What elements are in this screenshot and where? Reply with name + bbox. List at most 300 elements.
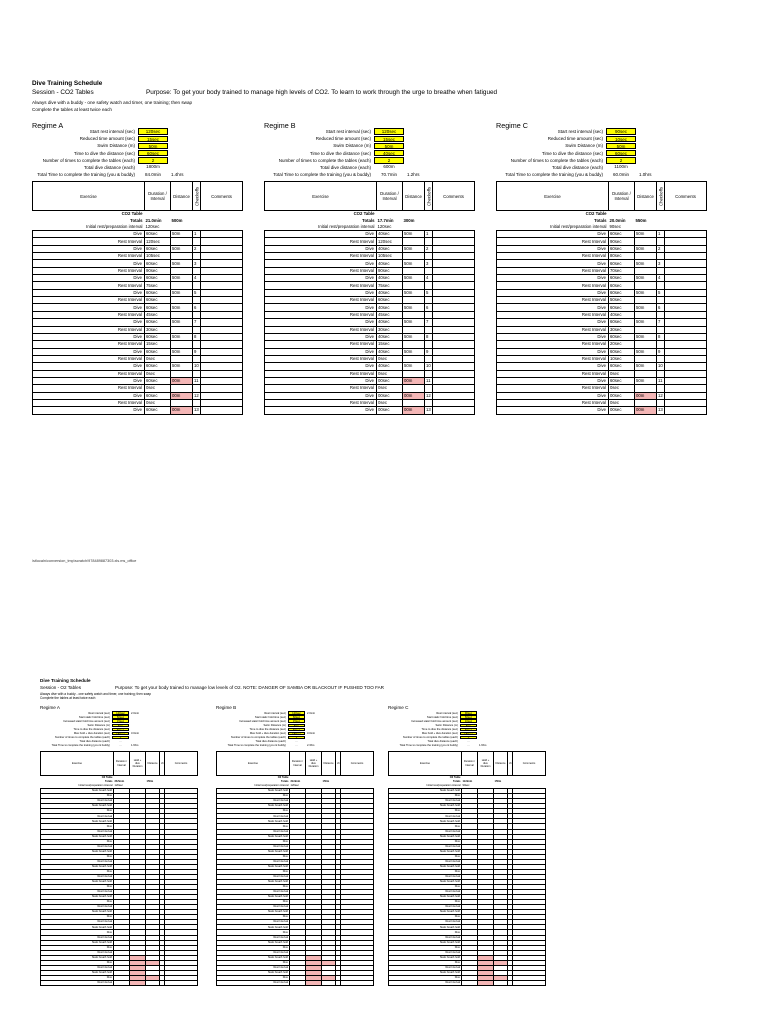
- checkoff-cell[interactable]: 11: [657, 377, 665, 384]
- exercise-cell: Rest Interval: [389, 980, 462, 985]
- comments-cell[interactable]: [433, 377, 475, 384]
- comments-cell[interactable]: [665, 275, 707, 282]
- param-label: Total Time to complete the training (you & buddy): [51, 744, 110, 748]
- param-value[interactable]: 2: [374, 157, 404, 163]
- o2-purpose-text: Purpose: To get your body trained to manage low levels of O2. NOTE: DANGER OF SAMBA OR BLACKOUT IF PUSHED TOO FAR: [115, 684, 385, 690]
- exercise-cell: Static breath hold: [217, 804, 290, 809]
- checkoff-cell[interactable]: 3: [425, 260, 433, 267]
- checkoff-cell[interactable]: [193, 399, 201, 406]
- comments-cell[interactable]: [201, 363, 243, 370]
- o2-doc-title: Dive Training Schedule: [40, 678, 91, 683]
- param-value: ...: [467, 744, 470, 747]
- checkoff-cell[interactable]: 3: [193, 260, 201, 267]
- comments-cell[interactable]: [665, 377, 707, 384]
- comments-cell[interactable]: [665, 407, 707, 414]
- param-value[interactable]: 50m: [460, 724, 477, 728]
- exercise-cell: Dive: [497, 392, 609, 399]
- checkoff-cell[interactable]: 10: [658, 363, 663, 369]
- param-value[interactable]: 2: [460, 736, 477, 740]
- distance-cell: 50m: [171, 348, 193, 355]
- comments-cell[interactable]: [665, 326, 707, 333]
- blank-cell: [665, 211, 707, 218]
- checkoff-cell[interactable]: [657, 297, 665, 304]
- distance-cell: 50m: [635, 275, 657, 282]
- checkoff-cell[interactable]: [425, 385, 433, 392]
- comments-cell[interactable]: [665, 333, 707, 340]
- checkoff-cell[interactable]: [657, 341, 665, 348]
- param-value[interactable]: 180sec: [288, 732, 305, 736]
- checkoff-cell[interactable]: [657, 370, 665, 377]
- checkoff-cell[interactable]: 11: [193, 377, 201, 384]
- checkoff-cell[interactable]: 12: [658, 392, 663, 398]
- param-value[interactable]: 2: [112, 736, 129, 740]
- checkoff-cell[interactable]: 5: [657, 289, 665, 296]
- comments-cell[interactable]: [433, 341, 475, 348]
- param-label: Swim Distance (m): [333, 143, 371, 149]
- checkoff-cell[interactable]: [193, 370, 201, 377]
- checkoff-cell[interactable]: [425, 267, 433, 274]
- checkoff-cell[interactable]: [193, 341, 201, 348]
- exercise-cell: Dive: [41, 930, 114, 935]
- comments-cell[interactable]: [665, 311, 707, 318]
- comments-cell[interactable]: [433, 392, 475, 399]
- exercise-cell: Rest Interval: [497, 297, 609, 304]
- param-row: [32, 142, 184, 149]
- comments-cell[interactable]: [665, 363, 707, 370]
- param-row: [496, 135, 652, 142]
- duration-cell: 60sec: [609, 348, 635, 355]
- param-value[interactable]: 50m: [138, 143, 168, 149]
- param-value[interactable]: 50m: [374, 143, 404, 149]
- comments-cell[interactable]: [433, 238, 475, 245]
- comments-cell[interactable]: [665, 304, 707, 311]
- comments-cell[interactable]: [201, 260, 243, 267]
- param-value[interactable]: 120sec: [374, 128, 404, 134]
- exercise-cell: Rest Interval: [265, 297, 377, 304]
- comments-cell[interactable]: [201, 319, 243, 326]
- comments-cell[interactable]: [433, 267, 475, 274]
- table-row: [265, 260, 475, 267]
- param-row: [264, 157, 420, 164]
- param-value[interactable]: 120sec: [112, 711, 129, 715]
- comments-cell[interactable]: [433, 260, 475, 267]
- distance-cell: [403, 355, 425, 362]
- param-value[interactable]: 60sec: [460, 728, 477, 732]
- param-value[interactable]: 60sec: [112, 715, 129, 719]
- table-row: [33, 289, 243, 296]
- comments-cell[interactable]: [433, 304, 475, 311]
- comments-cell[interactable]: [341, 980, 374, 985]
- comments-cell[interactable]: [433, 231, 475, 238]
- param-value[interactable]: 2: [606, 157, 636, 163]
- comments-cell[interactable]: [665, 399, 707, 406]
- duration-cell: 60sec: [609, 260, 635, 267]
- checkoff-cell[interactable]: 12: [194, 392, 199, 398]
- checkoff-cell[interactable]: [193, 326, 201, 333]
- param-value[interactable]: 180sec: [460, 732, 477, 736]
- exercise-cell: Dive: [217, 900, 290, 905]
- checkoff-cell[interactable]: 12: [426, 392, 431, 398]
- exercise-cell: Rest Interval: [217, 799, 290, 804]
- comments-cell[interactable]: [201, 289, 243, 296]
- distance-cell: [635, 282, 657, 289]
- comments-cell[interactable]: [665, 282, 707, 289]
- exercise-cell: Static breath hold: [389, 834, 462, 839]
- checkoff-cell[interactable]: [657, 311, 665, 318]
- checkoff-cell[interactable]: 13: [194, 407, 199, 413]
- distance-cell: [635, 385, 657, 392]
- param-extra: 2.0min: [131, 711, 140, 715]
- param-value[interactable]: 60sec: [288, 728, 305, 732]
- checkoff-cell[interactable]: 9: [425, 348, 433, 355]
- distance-cell: [635, 326, 657, 333]
- comments-cell[interactable]: [201, 267, 243, 274]
- checkoff-cell[interactable]: [193, 311, 201, 318]
- param-value[interactable]: 120sec: [288, 711, 305, 715]
- exercise-cell: Static breath hold: [217, 895, 290, 900]
- checkoff-cell[interactable]: [425, 355, 433, 362]
- exercise-cell: Rest Interval: [41, 920, 114, 925]
- exercise-cell: Rest Interval: [33, 267, 145, 274]
- checkoff-cell[interactable]: [657, 267, 665, 274]
- col-header-exercise: Exercise: [497, 182, 609, 211]
- comments-cell[interactable]: [201, 377, 243, 384]
- param-value: ...: [295, 744, 298, 747]
- table-row: [389, 980, 546, 985]
- comments-cell[interactable]: [201, 253, 243, 260]
- table-row: [265, 377, 475, 384]
- param-value[interactable]: 60sec: [288, 715, 305, 719]
- comments-cell[interactable]: [433, 348, 475, 355]
- param-value[interactable]: 10sec: [460, 719, 477, 723]
- exercise-cell: Rest Interval: [265, 326, 377, 333]
- duration-cell: 0sec: [145, 399, 171, 406]
- comments-cell[interactable]: [665, 297, 707, 304]
- exercise-cell: Dive: [497, 289, 609, 296]
- comments-cell[interactable]: [665, 370, 707, 377]
- table-row: [33, 363, 243, 370]
- exercise-cell: Rest Interval: [33, 385, 145, 392]
- param-row: [496, 142, 652, 149]
- exercise-cell: Static breath hold: [41, 819, 114, 824]
- checkoff-cell[interactable]: [193, 297, 201, 304]
- checkoff-cell[interactable]: [657, 326, 665, 333]
- checkoff-cell[interactable]: [657, 253, 665, 260]
- checkoff-cell[interactable]: 6: [193, 304, 201, 311]
- table-row: [497, 341, 707, 348]
- table-row: [265, 392, 475, 399]
- table-row: [265, 319, 475, 326]
- param-value[interactable]: 15sec: [374, 136, 404, 142]
- distance-cell: [635, 341, 657, 348]
- checkoff-cell[interactable]: 10: [194, 363, 199, 369]
- checkoff-cell[interactable]: 4: [425, 275, 433, 282]
- exercise-cell: Rest Interval: [389, 799, 462, 804]
- comments-cell[interactable]: [433, 326, 475, 333]
- table-row: [265, 304, 475, 311]
- checkoff-cell[interactable]: 6: [425, 304, 433, 311]
- table-row: [497, 289, 707, 296]
- checkoff-cell[interactable]: [425, 326, 433, 333]
- param-label: Reduced time amount (sec): [79, 136, 135, 142]
- checkoff-cell[interactable]: [657, 399, 665, 406]
- col-header-checkoffs: Checkoffs: [425, 182, 433, 211]
- param-value[interactable]: 10sec: [606, 136, 636, 142]
- comments-cell[interactable]: [665, 238, 707, 245]
- distance-cell: [403, 341, 425, 348]
- param-row: [388, 744, 486, 748]
- checkoff-cell[interactable]: 6: [657, 304, 665, 311]
- comments-cell[interactable]: [433, 407, 475, 414]
- comments-cell[interactable]: [433, 245, 475, 252]
- param-value[interactable]: 60sec: [138, 150, 168, 156]
- exercise-cell: Rest Interval: [217, 980, 290, 985]
- comments-cell[interactable]: [201, 333, 243, 340]
- param-value[interactable]: 50m: [288, 724, 305, 728]
- totals-duration: 21.0min: [145, 217, 162, 223]
- distance-cell: [171, 385, 193, 392]
- checkoff-cell[interactable]: [193, 238, 201, 245]
- checkoff-cell[interactable]: [425, 297, 433, 304]
- param-value[interactable]: 90sec: [460, 711, 477, 715]
- param-label: Increased static hold time amount (sec): [63, 719, 110, 723]
- exercise-cell: Dive: [497, 363, 609, 370]
- schedule-table: [264, 181, 475, 415]
- param-value[interactable]: 2: [138, 157, 168, 163]
- exercise-cell: Rest Interval: [41, 890, 114, 895]
- blank-cell: [609, 211, 635, 218]
- o2-regime-title: Regime C: [388, 705, 409, 710]
- duration-cell: 0sec: [609, 399, 635, 406]
- comments-cell[interactable]: [433, 399, 475, 406]
- duration-cell: 120sec: [377, 238, 403, 245]
- param-row: [496, 164, 652, 171]
- checkoff-cell[interactable]: 2: [425, 245, 433, 252]
- comments-cell[interactable]: [201, 238, 243, 245]
- comments-cell[interactable]: [665, 245, 707, 252]
- checkoff-cell[interactable]: 8: [193, 333, 201, 340]
- comments-cell[interactable]: [433, 385, 475, 392]
- checkoff-cell[interactable]: [657, 282, 665, 289]
- table-row: [265, 253, 475, 260]
- comments-cell[interactable]: [201, 282, 243, 289]
- hold-cell: [130, 980, 146, 985]
- exercise-cell: Dive: [41, 794, 114, 799]
- comments-cell[interactable]: [433, 275, 475, 282]
- exercise-cell: Dive: [217, 854, 290, 859]
- exercise-cell: Dive: [389, 930, 462, 935]
- comments-cell[interactable]: [665, 355, 707, 362]
- checkoff-cell[interactable]: 8: [425, 333, 433, 340]
- checkoff-cell[interactable]: 4: [657, 275, 665, 282]
- exercise-cell: Dive: [497, 333, 609, 340]
- checkoff-cell[interactable]: 5: [425, 289, 433, 296]
- comments-cell[interactable]: [201, 231, 243, 238]
- comments-cell[interactable]: [201, 297, 243, 304]
- comments-cell[interactable]: [201, 304, 243, 311]
- checkoff-cell[interactable]: 9: [657, 348, 665, 355]
- param-label: Total Time to complete the training (you & buddy): [227, 744, 286, 748]
- comments-cell[interactable]: [433, 289, 475, 296]
- exercise-cell: Rest Interval: [389, 844, 462, 849]
- checkoff-cell[interactable]: 13: [658, 407, 663, 413]
- checkoff-cell[interactable]: [193, 355, 201, 362]
- col-header-comments: Comments: [513, 752, 546, 776]
- param-value[interactable]: 15sec: [112, 719, 129, 723]
- param-row: [496, 150, 652, 157]
- comments-cell[interactable]: [201, 392, 243, 399]
- totals-label: Totals: [105, 780, 113, 784]
- param-value[interactable]: 60sec: [606, 150, 636, 156]
- exercise-cell: Rest Interval: [217, 920, 290, 925]
- comments-cell[interactable]: [201, 355, 243, 362]
- param-value[interactable]: 40sec: [374, 150, 404, 156]
- exercise-cell: Dive: [389, 975, 462, 980]
- comments-cell[interactable]: [665, 267, 707, 274]
- checkoff-cell[interactable]: [425, 253, 433, 260]
- col-header-exercise: Exercise: [217, 752, 290, 776]
- checkoff-cell[interactable]: 1: [193, 231, 201, 238]
- comments-cell[interactable]: [201, 399, 243, 406]
- exercise-cell: Rest Interval: [33, 399, 145, 406]
- comments-cell[interactable]: [513, 980, 546, 985]
- comments-cell[interactable]: [665, 253, 707, 260]
- param-value[interactable]: 50m: [112, 724, 129, 728]
- totals-label: Totals: [281, 780, 289, 784]
- duration-cell: 0sec: [609, 385, 635, 392]
- exercise-cell: Rest Interval: [497, 282, 609, 289]
- checkoff-cell[interactable]: 13: [426, 407, 431, 413]
- param-value[interactable]: 60sec: [460, 715, 477, 719]
- table-row: [33, 392, 243, 399]
- checkoff-cell[interactable]: 7: [657, 319, 665, 326]
- comments-cell[interactable]: [433, 311, 475, 318]
- duration-cell: 75sec: [145, 282, 171, 289]
- param-row: [32, 135, 184, 142]
- duration-cell: 105sec: [377, 253, 403, 260]
- checkoff-cell[interactable]: [425, 370, 433, 377]
- comments-cell[interactable]: [201, 326, 243, 333]
- distance-cell: [171, 341, 193, 348]
- table-row: [33, 260, 243, 267]
- checkoff-cell[interactable]: [193, 253, 201, 260]
- checkoff-cell[interactable]: [657, 355, 665, 362]
- checkoff-cell[interactable]: 1: [657, 231, 665, 238]
- col-header-distance: Distance: [171, 182, 193, 211]
- comments-cell[interactable]: [201, 341, 243, 348]
- checkoff-cell[interactable]: [425, 238, 433, 245]
- schedule-table: [496, 181, 707, 415]
- comments-cell[interactable]: [201, 407, 243, 414]
- checkoff-cell[interactable]: [425, 311, 433, 318]
- checkoff-cell[interactable]: [657, 385, 665, 392]
- comments-cell[interactable]: [433, 355, 475, 362]
- checkoff-cell[interactable]: 8: [657, 333, 665, 340]
- comments-cell[interactable]: [165, 980, 198, 985]
- comments-cell[interactable]: [433, 282, 475, 289]
- comments-cell[interactable]: [433, 319, 475, 326]
- comments-cell[interactable]: [433, 297, 475, 304]
- comments-cell[interactable]: [201, 275, 243, 282]
- comments-cell[interactable]: [201, 245, 243, 252]
- distance-cell: [146, 980, 160, 985]
- checkoff-cell[interactable]: [193, 267, 201, 274]
- comments-cell[interactable]: [665, 260, 707, 267]
- param-value[interactable]: 50m: [606, 143, 636, 149]
- comments-cell[interactable]: [433, 333, 475, 340]
- duration-cell: 0sec: [377, 385, 403, 392]
- comments-cell[interactable]: [201, 311, 243, 318]
- col-header-distance: Distance: [494, 752, 508, 776]
- checkoff-cell[interactable]: 4: [193, 275, 201, 282]
- comments-cell[interactable]: [665, 392, 707, 399]
- comments-cell[interactable]: [665, 231, 707, 238]
- comments-cell[interactable]: [433, 370, 475, 377]
- o2-regime-params: [216, 711, 315, 748]
- checkoff-cell[interactable]: 2: [657, 245, 665, 252]
- comments-cell[interactable]: [665, 319, 707, 326]
- checkoff-cell[interactable]: [425, 399, 433, 406]
- param-value[interactable]: 120sec: [138, 128, 168, 134]
- checkoff-cell[interactable]: 5: [193, 289, 201, 296]
- checkoff-cell[interactable]: 2: [193, 245, 201, 252]
- param-value[interactable]: 180sec: [112, 732, 129, 736]
- exercise-cell: Rest Interval: [265, 341, 377, 348]
- duration-cell: 60sec: [145, 407, 171, 414]
- checkoff-cell[interactable]: [425, 282, 433, 289]
- param-value[interactable]: 15sec: [288, 719, 305, 723]
- duration-cell: 40sec: [377, 304, 403, 311]
- checkoff-cell[interactable]: 7: [193, 319, 201, 326]
- param-value[interactable]: 90sec: [606, 128, 636, 134]
- checkoff-cell[interactable]: [657, 238, 665, 245]
- param-value[interactable]: 2: [288, 736, 305, 740]
- param-label: Number of times to complete the tables (each): [42, 157, 135, 163]
- distance-cell: [635, 238, 657, 245]
- param-value[interactable]: 60sec: [112, 728, 129, 732]
- comments-cell[interactable]: [665, 341, 707, 348]
- exercise-cell: Rest Interval: [41, 950, 114, 955]
- checkoff-cell[interactable]: 7: [425, 319, 433, 326]
- comments-cell[interactable]: [201, 348, 243, 355]
- comments-cell[interactable]: [201, 370, 243, 377]
- comments-cell[interactable]: [665, 348, 707, 355]
- distance-cell: 50m: [171, 363, 193, 370]
- table-name: CO2 Table: [585, 211, 607, 217]
- comments-cell[interactable]: [665, 289, 707, 296]
- checkoff-cell[interactable]: [193, 282, 201, 289]
- table-row: [41, 980, 198, 985]
- table-row: [497, 392, 707, 399]
- checkoff-cell[interactable]: 10: [426, 363, 431, 369]
- comments-cell[interactable]: [433, 363, 475, 370]
- checkoff-cell[interactable]: 3: [657, 260, 665, 267]
- checkoff-cell[interactable]: 1: [425, 231, 433, 238]
- initial-interval-value: 90sec: [609, 223, 621, 229]
- checkoff-cell[interactable]: 11: [425, 377, 433, 384]
- checkoff-cell[interactable]: 9: [193, 348, 201, 355]
- comments-cell[interactable]: [201, 385, 243, 392]
- exercise-cell: Dive: [41, 975, 114, 980]
- regime-params: [496, 128, 652, 178]
- comments-cell[interactable]: [665, 385, 707, 392]
- exercise-cell: Rest Interval: [41, 935, 114, 940]
- initial-interval-label: Initial rest/preparation interval: [78, 784, 113, 788]
- param-value[interactable]: 15sec: [138, 136, 168, 142]
- checkoff-cell[interactable]: [193, 385, 201, 392]
- checkoff-cell[interactable]: [425, 341, 433, 348]
- comments-cell[interactable]: [433, 253, 475, 260]
